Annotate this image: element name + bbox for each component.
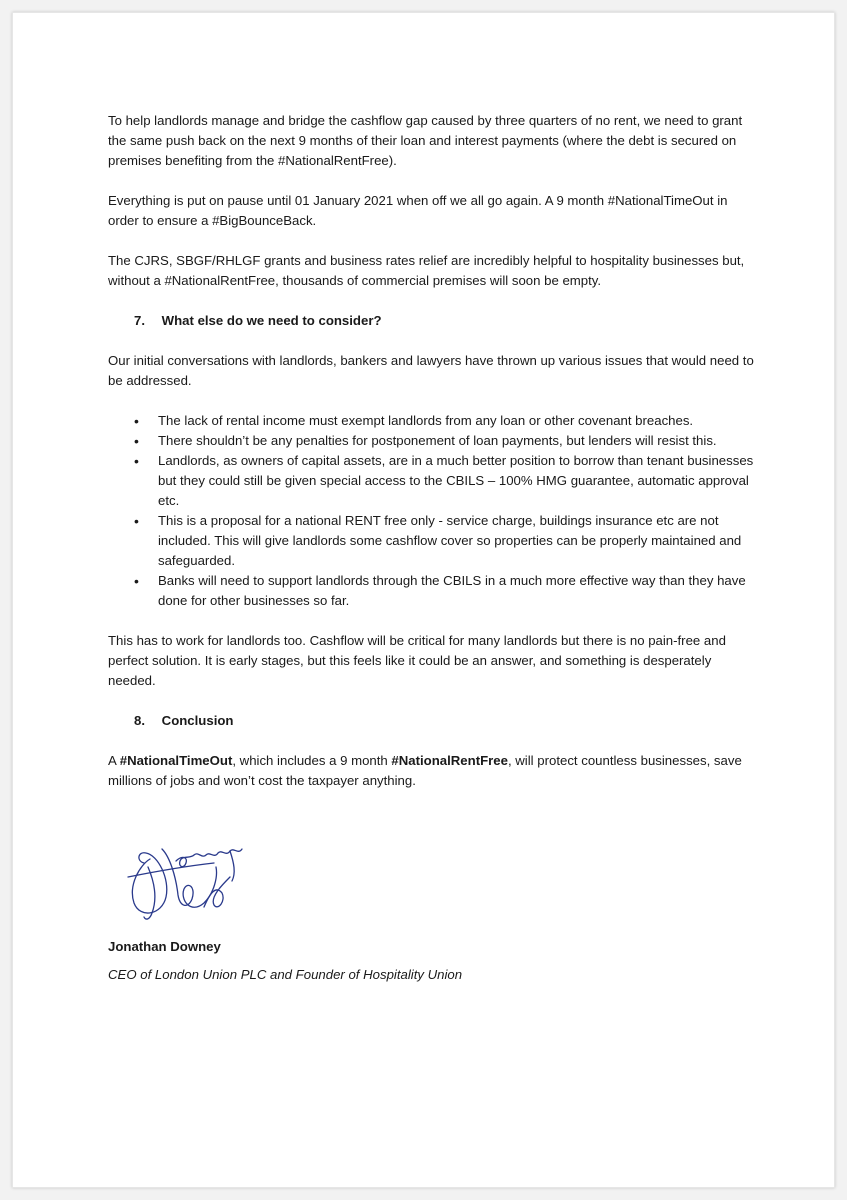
signatory-title: CEO of London Union PLC and Founder of Hospitality Union xyxy=(108,967,463,982)
signatory-name: Jonathan Downey xyxy=(108,939,221,954)
conclusion-hashtag-rentfree: #NationalRentFree xyxy=(391,753,508,768)
conclusion-text-c: , will protect countless businesses, save millions of jobs and won’t cost the taxpayer anything. xyxy=(108,753,742,788)
section-7-title: What else do we need to consider? xyxy=(161,313,382,328)
section-7-outro: This has to work for landlords too. Cashflow will be critical for many landlords but there is no pain-free and perfect solution. It is early stages, but this feels like it could be an answer, and something is desperately needed. xyxy=(108,633,726,688)
conclusion-text-b: , which includes a 9 month xyxy=(232,753,392,768)
paragraph-grants: The CJRS, SBGF/RHLGF grants and business rates relief are incredibly helpful to hospitality businesses but, without a #NationalRentFree, thousands of commercial premises will soon be empty. xyxy=(108,253,745,288)
document-page xyxy=(12,12,835,1188)
list-item: • The lack of rental income must exempt landlords from any loan or other covenant breaches. xyxy=(158,411,758,431)
section-7-intro: Our initial conversations with landlords, bankers and lawyers have thrown up various issues that would need to be addressed. xyxy=(108,353,754,388)
document-body xyxy=(108,111,758,985)
list-item: • This is a proposal for a national RENT free only - service charge, buildings insurance etc are not included. This will give landlords some cashflow cover so properties can be properly maintained and safeguarded. xyxy=(158,511,758,571)
conclusion-text-a: A xyxy=(108,753,120,768)
section-8-heading xyxy=(134,711,758,731)
conclusion-hashtag-timeout: #NationalTimeOut xyxy=(119,753,233,768)
list-item: • Landlords, as owners of capital assets, are in a much better position to borrow than tenant businesses but they could still be given special access to the CBILS – 100% HMG guarantee, automatic approval etc. xyxy=(158,451,758,511)
handwritten-signature xyxy=(118,837,258,927)
section-7-heading xyxy=(134,311,758,331)
section-8-number: 8. xyxy=(134,713,145,728)
list-item: • Banks will need to support landlords through the CBILS in a much more effective way than they have done for other businesses so far. xyxy=(158,571,758,611)
conclusion-paragraph xyxy=(108,751,758,791)
section-7-number: 7. xyxy=(134,313,145,328)
section-8-title: Conclusion xyxy=(161,713,234,728)
paragraph-pause: Everything is put on pause until 01 January 2021 when off we all go again. A 9 month #NationalTimeOut in order to ensure a #BigBounceBack. xyxy=(108,193,728,228)
paragraph-landlord-cashflow: To help landlords manage and bridge the cashflow gap caused by three quarters of no rent, we need to grant the same push back on the next 9 months of their loan and interest payments (where the debt is secured on premises benefiting from the #NationalRentFree). xyxy=(108,113,743,168)
issues-list xyxy=(108,411,758,611)
signature-block xyxy=(108,811,758,985)
list-item: • There shouldn’t be any penalties for postponement of loan payments, but lenders will resist this. xyxy=(158,431,758,451)
